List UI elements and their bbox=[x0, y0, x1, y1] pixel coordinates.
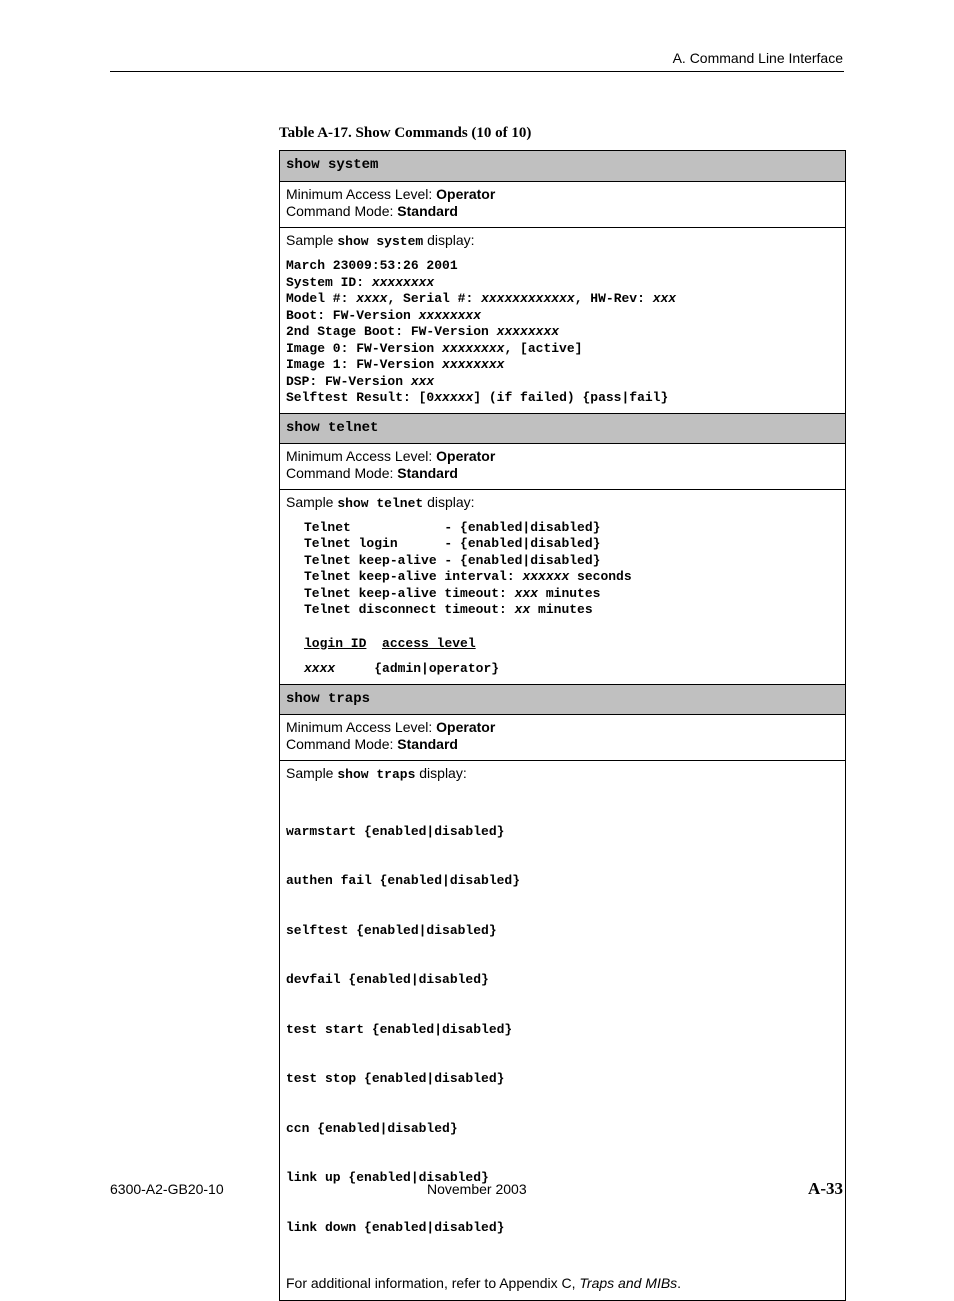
trap-line: devfail {enabled|disabled} bbox=[286, 972, 489, 987]
image0-suffix: , [active] bbox=[504, 340, 583, 356]
model-value: xxxx bbox=[356, 291, 388, 306]
boot-value: xxxxxxxx bbox=[418, 307, 482, 323]
login-table-row bbox=[304, 661, 839, 684]
system-date-line: March 23009:53:26 2001 bbox=[286, 258, 458, 273]
sample-intro bbox=[286, 494, 839, 512]
stage2-boot-line bbox=[286, 324, 839, 341]
footnote-reference: Traps and MIBs bbox=[579, 1275, 678, 1291]
disconnect-unit: minutes bbox=[530, 602, 593, 617]
command-mode-label: Command Mode: bbox=[286, 203, 398, 219]
sample-show-system bbox=[280, 227, 845, 413]
trap-line: test stop {enabled|disabled} bbox=[286, 1071, 505, 1086]
sample-suffix: display: bbox=[415, 764, 467, 781]
interval-label: Telnet keep-alive interval: bbox=[304, 569, 523, 584]
access-level-value: Operator bbox=[436, 718, 496, 735]
footer-page-number: A-33 bbox=[808, 1179, 843, 1198]
sample-command: show system bbox=[337, 234, 424, 249]
spacer bbox=[304, 652, 839, 661]
command-mode-value: Standard bbox=[397, 203, 458, 219]
stage2-label: 2nd Stage Boot: FW-Version bbox=[286, 324, 497, 339]
access-level-value: {admin|operator} bbox=[374, 661, 500, 676]
access-level-line bbox=[286, 719, 839, 736]
command-mode-label: Command Mode: bbox=[286, 735, 398, 752]
access-info-show-telnet bbox=[280, 443, 845, 489]
spacer bbox=[304, 619, 839, 636]
command-mode-line bbox=[286, 203, 839, 220]
model-label: Model #: bbox=[286, 291, 357, 306]
traps-display-block bbox=[286, 791, 839, 1270]
sample-command: show telnet bbox=[337, 495, 424, 511]
timeout-unit: minutes bbox=[538, 585, 601, 601]
image1-value: xxxxxxxx bbox=[442, 357, 505, 372]
image0-line bbox=[286, 341, 839, 358]
telnet-keepalive-line: Telnet keep-alive - {enabled|disabled} bbox=[304, 552, 601, 568]
dsp-line bbox=[286, 374, 839, 391]
access-info-show-traps bbox=[280, 714, 845, 760]
sample-command: show traps bbox=[337, 766, 416, 782]
sample-intro bbox=[286, 232, 839, 250]
access-level-value: Operator bbox=[436, 186, 496, 202]
dsp-value: xxx bbox=[410, 373, 435, 389]
telnet-login-line: Telnet login - {enabled|disabled} bbox=[304, 536, 601, 551]
system-display-block bbox=[286, 258, 839, 413]
header-rule bbox=[110, 71, 844, 72]
command-header-show-system: show system bbox=[280, 151, 845, 181]
sample-prefix: Sample bbox=[286, 493, 338, 510]
disconnect-value: xx bbox=[514, 602, 531, 617]
col-access-level: access level bbox=[382, 635, 476, 651]
sample-prefix: Sample bbox=[286, 232, 338, 248]
command-header-show-telnet: show telnet bbox=[280, 413, 845, 443]
sample-show-traps bbox=[280, 760, 845, 1301]
boot-label: Boot: FW-Version bbox=[286, 307, 419, 323]
image1-label: Image 1: FW-Version bbox=[286, 357, 443, 372]
command-mode-line bbox=[286, 736, 839, 753]
running-header: A. Command Line Interface bbox=[672, 50, 843, 66]
hwrev-label: , HW-Rev: bbox=[574, 291, 653, 306]
footnote bbox=[286, 1275, 839, 1300]
stage2-value: xxxxxxxx bbox=[496, 324, 560, 339]
trap-line: warmstart {enabled|disabled} bbox=[286, 823, 505, 839]
timeout-label: Telnet keep-alive timeout: bbox=[304, 585, 515, 601]
interval-unit: seconds bbox=[569, 569, 632, 584]
boot-line bbox=[286, 308, 839, 325]
login-id-value: xxxx bbox=[304, 661, 336, 676]
table-caption: Table A-17. Show Commands (10 of 10) bbox=[279, 125, 532, 141]
telnet-disconnect-line bbox=[304, 602, 839, 619]
trap-line: selftest {enabled|disabled} bbox=[286, 922, 497, 938]
login-table-header bbox=[304, 636, 839, 653]
sample-suffix: display: bbox=[423, 232, 475, 248]
disconnect-label: Telnet disconnect timeout: bbox=[304, 602, 515, 617]
footnote-suffix: . bbox=[677, 1275, 682, 1291]
system-id-label: System ID: bbox=[286, 274, 372, 290]
sample-prefix: Sample bbox=[286, 764, 338, 781]
command-mode-value: Standard bbox=[397, 464, 458, 481]
image0-label: Image 0: FW-Version bbox=[286, 340, 443, 356]
trap-line: test start {enabled|disabled} bbox=[286, 1021, 513, 1037]
command-mode-value: Standard bbox=[397, 735, 458, 752]
timeout-value: xxx bbox=[514, 585, 539, 601]
dsp-label: DSP: FW-Version bbox=[286, 373, 411, 389]
access-level-line bbox=[286, 448, 839, 465]
access-level-label: Minimum Access Level: bbox=[286, 186, 437, 202]
serial-value: xxxxxxxxxxxx bbox=[481, 291, 575, 306]
selftest-value: xxxxx bbox=[434, 390, 474, 405]
telnet-interval-line bbox=[304, 569, 839, 586]
access-info-show-system bbox=[280, 181, 845, 227]
col-login-id: login ID bbox=[304, 635, 367, 651]
telnet-timeout-line bbox=[304, 586, 839, 603]
access-level-label: Minimum Access Level: bbox=[286, 718, 437, 735]
model-line bbox=[286, 291, 839, 308]
access-level-value: Operator bbox=[436, 447, 496, 464]
telnet-display-block bbox=[304, 520, 839, 684]
selftest-suffix: ] (if failed) {pass|fail} bbox=[473, 390, 669, 405]
image1-line bbox=[286, 357, 839, 374]
command-mode-line bbox=[286, 465, 839, 482]
access-level-line bbox=[286, 186, 839, 203]
trap-line: ccn {enabled|disabled} bbox=[286, 1120, 458, 1136]
trap-line: link down {enabled|disabled} bbox=[286, 1219, 505, 1235]
sample-intro bbox=[286, 765, 839, 783]
footnote-text: For additional information, refer to Appendix C, bbox=[286, 1275, 580, 1291]
footer-date: November 2003 bbox=[427, 1181, 527, 1197]
command-header-show-traps: show traps bbox=[280, 684, 845, 714]
system-id-line bbox=[286, 275, 839, 292]
sample-show-telnet bbox=[280, 489, 845, 684]
telnet-status-line: Telnet - {enabled|disabled} bbox=[304, 519, 601, 535]
access-level-label: Minimum Access Level: bbox=[286, 447, 437, 464]
image0-value: xxxxxxxx bbox=[442, 340, 505, 356]
show-commands-table bbox=[279, 150, 846, 1301]
hwrev-value: xxx bbox=[652, 291, 677, 306]
selftest-label: Selftest Result: [0 bbox=[286, 390, 435, 405]
serial-label: , Serial #: bbox=[387, 291, 482, 306]
trap-line: link up {enabled|disabled} bbox=[286, 1170, 489, 1185]
sample-suffix: display: bbox=[423, 493, 475, 510]
trap-line: authen fail {enabled|disabled} bbox=[286, 873, 521, 888]
command-mode-label: Command Mode: bbox=[286, 464, 398, 481]
selftest-line bbox=[286, 390, 839, 413]
system-id-value: xxxxxxxx bbox=[371, 274, 435, 290]
interval-value: xxxxxx bbox=[522, 569, 570, 584]
footer-doc-number: 6300-A2-GB20-10 bbox=[110, 1181, 224, 1197]
